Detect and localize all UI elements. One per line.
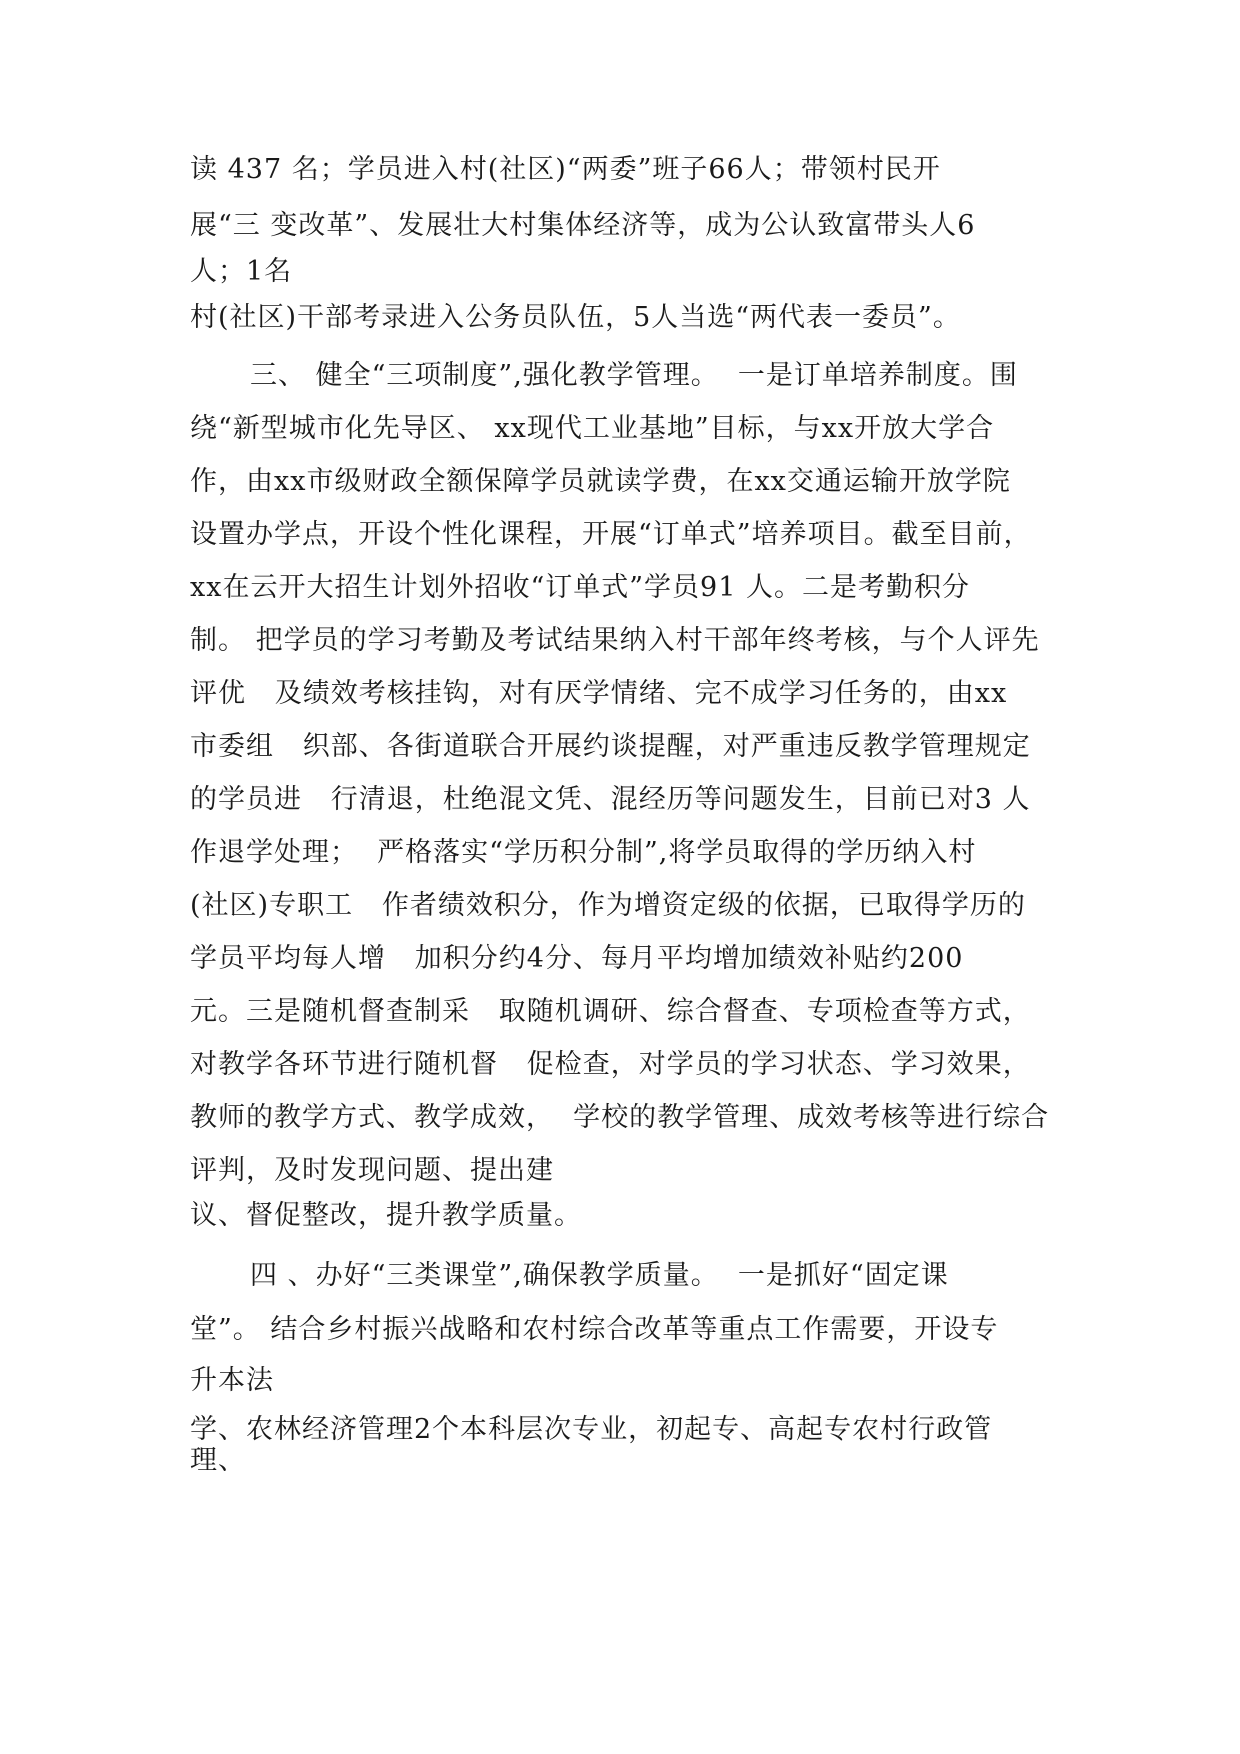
text-line-10: 制。 把学员的学习考勤及考试结果纳入村干部年终考核，与个人评先	[190, 625, 1040, 656]
text-line-9: xx在云开大招生计划外招收“订单式”学员91 人。二是考勤积分	[190, 572, 970, 603]
text-line-19: 教师的教学方式、教学成效， 学校的教学管理、成效考核等进行综合	[190, 1102, 1050, 1133]
text-line-14: 作退学处理； 严格落实“学历积分制”,将学员取得的学历纳入村	[190, 837, 977, 868]
text-line-1: 读 437 名；学员进入村(社区)“两委”班子66人；带领村民开	[190, 154, 941, 185]
section-four-heading-line: 四 、办好“三类课堂”,确保教学质量。 一是抓好“固定课	[250, 1260, 949, 1291]
text-line-15: (社区)专职工 作者绩效积分，作为增资定级的依据，已取得学历的	[190, 890, 1026, 921]
text-line-21: 议、督促整改，提升教学质量。	[190, 1200, 582, 1231]
text-line-3: 人；1名	[190, 256, 293, 287]
text-line-8: 设置办学点，开设个性化课程，开展“订单式”培养项目。截至目前，	[190, 519, 1032, 550]
text-line-7: 作，由xx市级财政全额保障学员就读学费，在xx交通运输开放学院	[190, 466, 1011, 497]
text-line-25: 学、农林经济管理2个本科层次专业，初起专、高起专农村行政管	[190, 1414, 993, 1445]
text-line-11: 评优 及绩效考核挂钩，对有厌学情绪、完不成学习任务的，由xx	[190, 678, 1008, 709]
text-line-24: 升本法	[190, 1365, 274, 1396]
text-line-23: 堂”。 结合乡村振兴战略和农村综合改革等重点工作需要，开设专	[190, 1314, 999, 1345]
text-line-6: 绕“新型城市化先导区、 xx现代工业基地”目标，与xx开放大学合	[190, 413, 995, 444]
text-line-4: 村(社区)干部考录进入公务员队伍，5人当选“两代表一委员”。	[190, 302, 961, 333]
text-line-18: 对教学各环节进行随机督 促检查，对学员的学习状态、学习效果，	[190, 1049, 1031, 1080]
text-line-17: 元。三是随机督查制采 取随机调研、综合督查、专项检查等方式，	[190, 996, 1031, 1027]
text-line-12: 市委组 织部、各街道联合开展约谈提醒，对严重违反教学管理规定	[190, 731, 1031, 762]
text-line-13: 的学员进 行清退，杜绝混文凭、混经历等问题发生，目前已对3 人	[190, 784, 1031, 815]
text-line-16: 学员平均每人增 加积分约4分、每月平均增加绩效补贴约200	[190, 943, 964, 974]
text-line-26: 理、	[190, 1445, 246, 1476]
text-line-20: 评判，及时发现问题、提出建	[190, 1155, 554, 1186]
text-line-2: 展“三 变改革”、发展壮大村集体经济等，成为公认致富带头人6	[190, 210, 976, 241]
section-three-heading-line: 三、 健全“三项制度”,强化教学管理。 一是订单培养制度。围	[250, 360, 1018, 391]
